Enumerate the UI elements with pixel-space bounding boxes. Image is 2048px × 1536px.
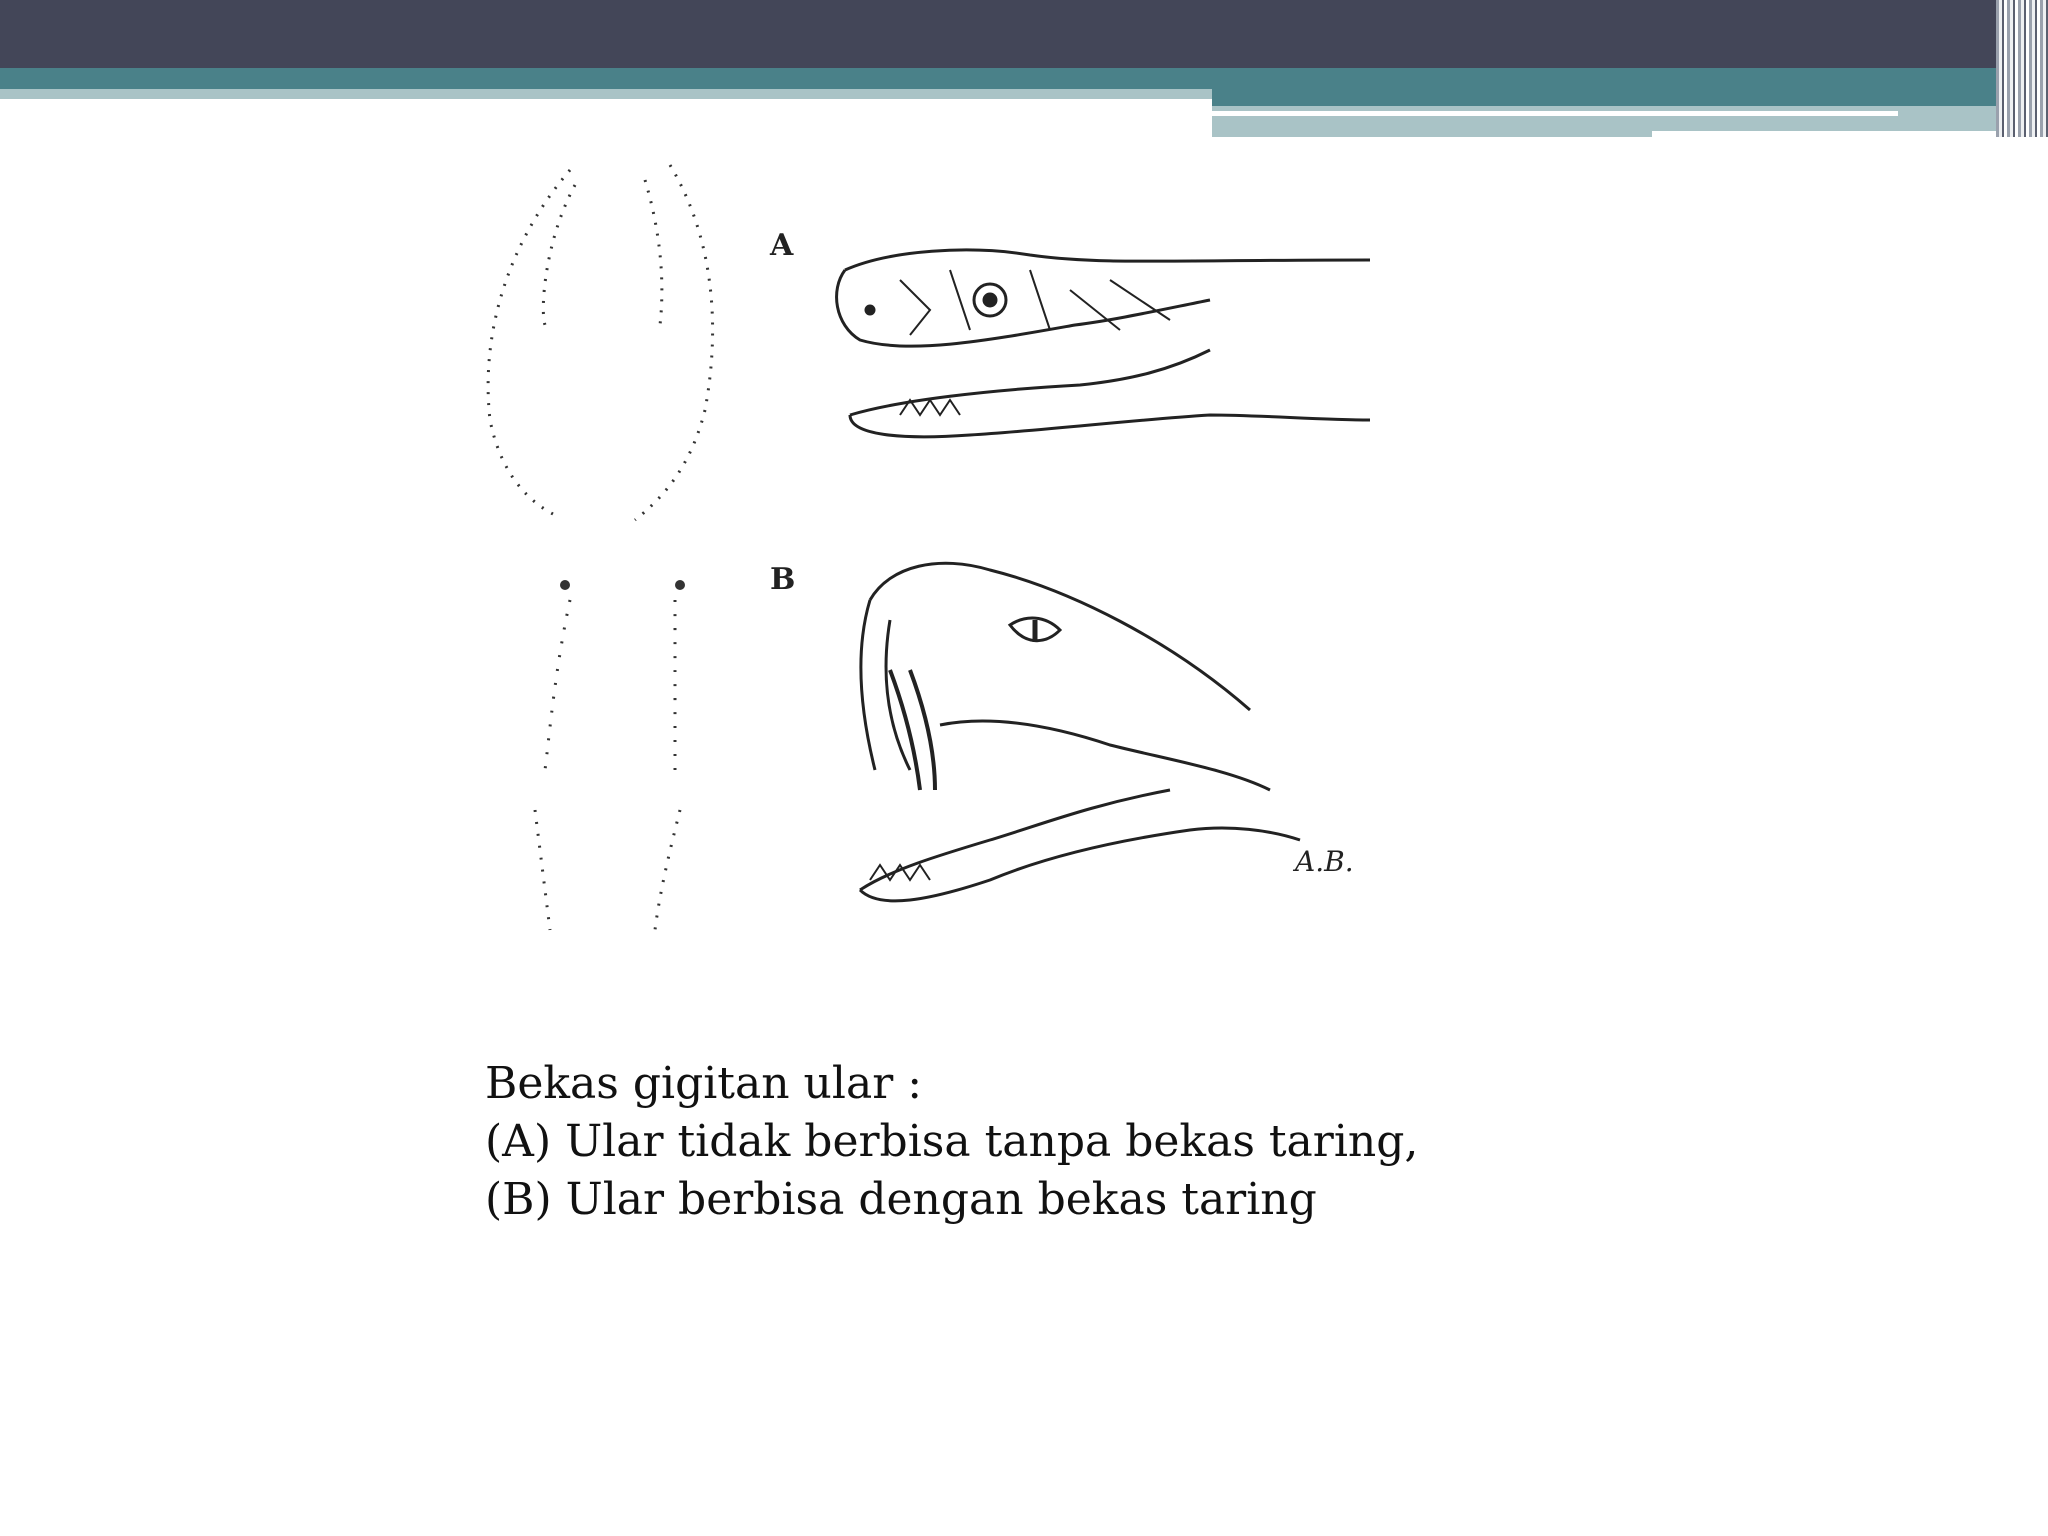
figure-label-b: B (770, 562, 796, 597)
nonvenomous-snake-head (837, 250, 1370, 437)
header-white-line-2 (1652, 131, 2048, 137)
snake-bite-illustration (470, 150, 1420, 950)
figure-caption (485, 1055, 1585, 1229)
figure-label-a: A (770, 228, 794, 263)
venomous-snake-head (860, 563, 1300, 901)
header-teal-bar (0, 68, 2048, 89)
caption-line-2: (A) Ular tidak berbisa tanpa bekas taring, (485, 1116, 1419, 1167)
artist-signature: A.B. (1295, 845, 1354, 878)
bite-pattern-a (488, 165, 712, 520)
header-edge-stripes (1996, 0, 2048, 137)
caption-line-3: (B) Ular berbisa dengan bekas taring (485, 1174, 1317, 1225)
header-white-line (1212, 111, 1898, 116)
snake-bite-figure (470, 150, 1420, 950)
caption-line-1: Bekas gigitan ular : (485, 1058, 923, 1109)
bite-pattern-b (535, 580, 685, 930)
header-dark-bar (0, 0, 2048, 68)
header-pale-bar-left (0, 89, 1212, 99)
